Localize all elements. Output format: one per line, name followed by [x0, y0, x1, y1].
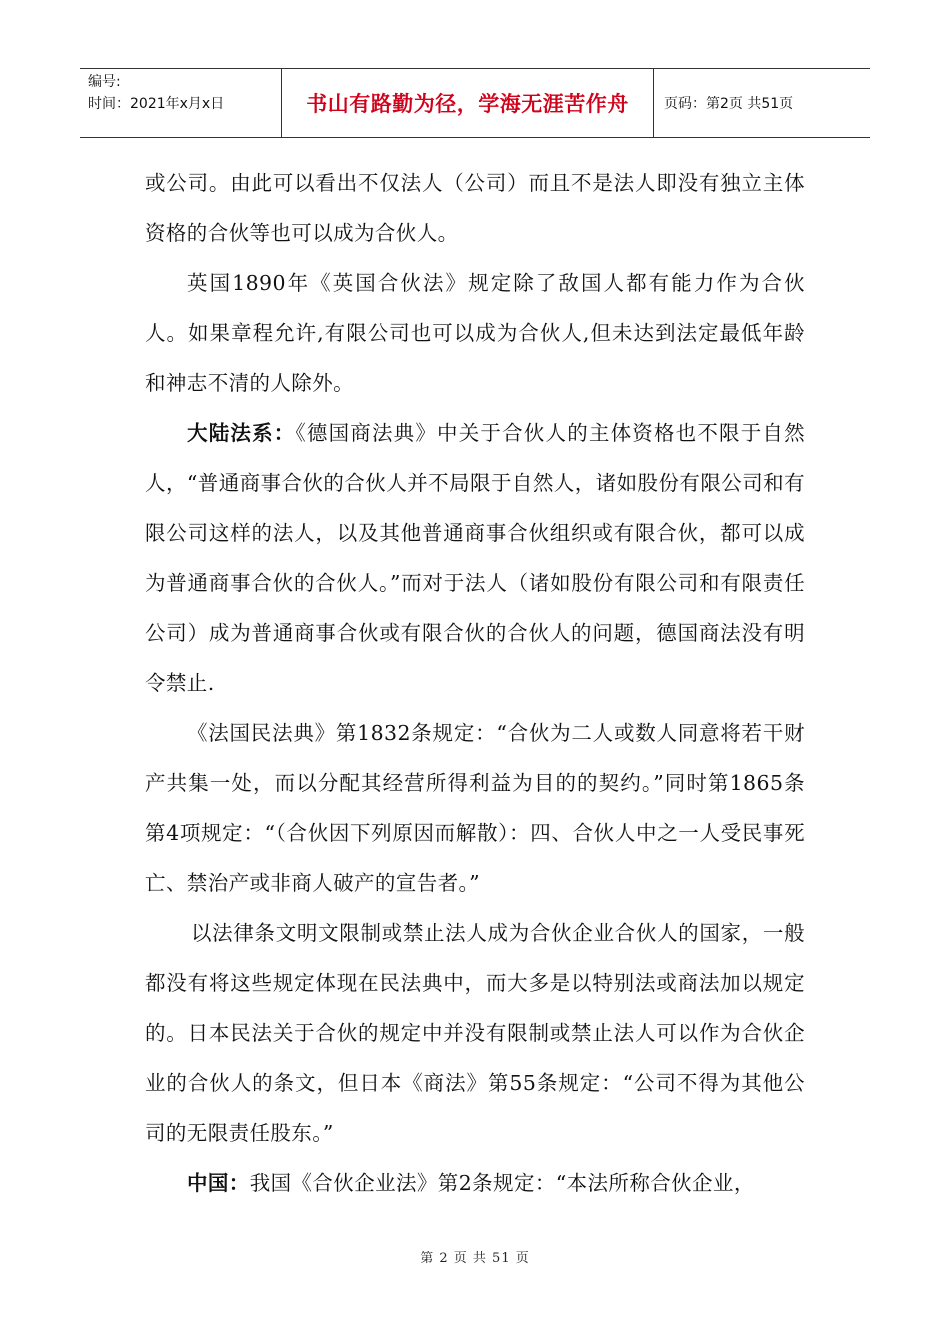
- document-number-label: 编号:: [88, 74, 121, 90]
- paragraph-china-law: [145, 1158, 805, 1208]
- paragraph-continental-law: [145, 408, 805, 708]
- header-motto: 书山有路勤为径，学海无涯苦作舟: [306, 92, 629, 116]
- header-page-info: 页码：第2页 共51页: [664, 96, 794, 112]
- paragraph-french-code: 《法国民法典》第1832条规定：“合伙为二人或数人同意将若干财产共集一处，而以分配其经营所得利益为目的的契约。”同时第1865条第4项规定：“（合伙因下列原因而解散）：四、合伙人中之一人受民事死亡、禁治产或非商人破产的宣告者。”: [145, 721, 805, 895]
- header-meta-cell: [80, 69, 282, 137]
- header-page-cell: [654, 69, 870, 137]
- continental-law-text: 《德国商法典》中关于合伙人的主体资格也不限于自然人，“普通商事合伙的合伙人并不局限于自然人，诸如股份有限公司和有限公司这样的法人，以及其他普通商事合伙组织或有限合伙，都可以成为普通商事合伙的合伙人。”而对于法人（诸如股份有限公司和有限责任公司）成为普通商事合伙或有限合伙的合伙人的问题，德国商法没有明令禁止.: [145, 421, 806, 695]
- paragraph-uk-law: 英国1890年《英国合伙法》规定除了敌国人都有能力作为合伙人。如果章程允许,有限公司也可以成为合伙人,但未达到法定最低年龄和神志不清的人除外。: [145, 271, 805, 395]
- china-law-text: 我国《合伙企业法》第2条规定：“本法所称合伙企业，: [249, 1171, 755, 1195]
- page-header: [80, 68, 870, 138]
- paragraph-continuation: 或公司。由此可以看出不仅法人（公司）而且不是法人即没有独立主体资格的合伙等也可以成为合伙人。: [145, 171, 805, 245]
- header-motto-cell: [282, 69, 654, 137]
- page-footer: 第 2 页 共 51 页: [420, 1251, 530, 1266]
- continental-law-heading: 大陆法系：: [187, 421, 296, 445]
- document-body: [145, 158, 805, 1208]
- china-law-heading: 中国：: [187, 1171, 250, 1195]
- document-date-label: 时间：2021年x月x日: [88, 96, 225, 112]
- paragraph-japan-law: 以法律条文明文限制或禁止法人成为合伙企业合伙人的国家，一般都没有将这些规定体现在民法典中，而大多是以特别法或商法加以规定的。日本民法关于合伙的规定中并没有限制或禁止法人可以作为合伙企业的合伙人的条文，但日本《商法》第55条规定：“公司不得为其他公司的无限责任股东。”: [145, 921, 805, 1145]
